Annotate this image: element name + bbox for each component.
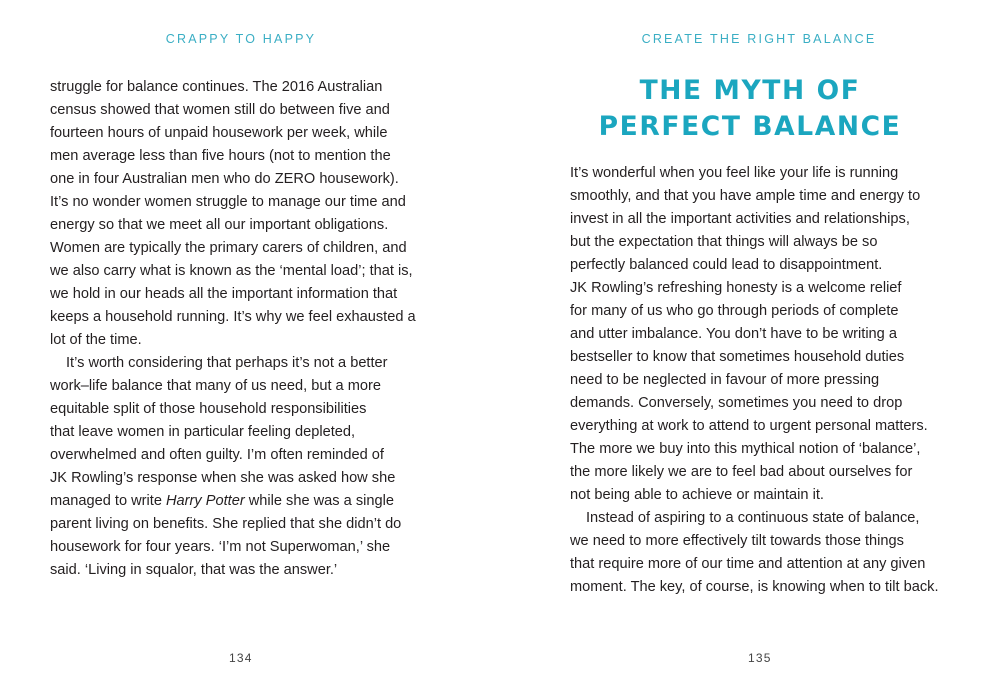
text-line: work–life balance that many of us need, but a more [50, 378, 381, 394]
section-title-line: THE MYTH OF [639, 75, 861, 106]
text-line-with-book-title [50, 490, 440, 513]
text-line: everything at work to attend to urgent personal matters. [570, 418, 928, 434]
text-line: Women are typically the primary carers of children, and [50, 240, 407, 256]
right-running-head: CREATE THE RIGHT BALANCE [641, 32, 877, 46]
text-line: but the expectation that things will always be so [570, 234, 878, 250]
text-line: keeps a household running. It’s why we feel exhausted a [50, 309, 416, 325]
text-line: fourteen hours of unpaid housework per week, while [50, 125, 388, 141]
text-line: we hold in our heads all the important information that [50, 286, 398, 302]
text-line: we need to more effectively tilt towards those things [570, 533, 904, 549]
text-segment: while she was a single [244, 493, 394, 509]
text-line: census showed that women still do between five and [50, 102, 390, 118]
text-line: invest in all the important activities and relationships, [570, 211, 910, 227]
text-segment: managed to write [50, 493, 167, 509]
right-body-text [570, 162, 960, 599]
text-line: we also carry what is known as the ‘mental load’; that is, [50, 263, 413, 279]
left-body-text [50, 76, 440, 582]
text-line: It’s no wonder women struggle to manage our time and [50, 194, 406, 210]
left-page-number: 134 [229, 651, 253, 665]
text-line: housework for four years. ‘I’m not Superwoman,’ she [50, 539, 391, 555]
text-line: energy so that we meet all our important obligations. [50, 217, 389, 233]
text-line: JK Rowling’s response when she was asked how she [50, 470, 396, 486]
text-line: for many of us who go through periods of complete [570, 303, 899, 319]
text-line: that leave women in particular feeling depleted, [50, 424, 356, 440]
text-line: overwhelmed and often guilty. I’m often reminded of [50, 447, 384, 463]
book-title-italic: Harry Potter [166, 493, 245, 509]
right-page [500, 0, 1000, 700]
text-line: lot of the time. [50, 332, 142, 348]
text-line: not being able to achieve or maintain it. [570, 487, 824, 503]
text-line: need to be neglected in favour of more pressing [570, 372, 880, 388]
text-line: the more likely we are to feel bad about ourselves for [570, 464, 913, 480]
text-line: struggle for balance continues. The 2016 Australian [50, 79, 383, 95]
text-line: smoothly, and that you have ample time and energy to [570, 188, 921, 204]
text-line: one in four Australian men who do ZERO housework). [50, 171, 399, 187]
text-line: parent living on benefits. She replied that she didn’t do [50, 516, 402, 532]
section-title [570, 73, 930, 145]
text-line: and utter imbalance. You don’t have to be writing a [570, 326, 897, 342]
text-line: It’s worth considering that perhaps it’s not a better [66, 355, 388, 371]
section-title-line: PERFECT BALANCE [598, 111, 902, 142]
text-line: The more we buy into this mythical notion of ‘balance’, [570, 441, 921, 457]
text-line: that require more of our time and attention at any given [570, 556, 926, 572]
text-line: Instead of aspiring to a continuous state of balance, [586, 510, 920, 526]
text-line: It’s wonderful when you feel like your life is running [570, 165, 899, 181]
text-line: bestseller to know that sometimes household duties [570, 349, 905, 365]
left-running-head: CRAPPY TO HAPPY [165, 32, 317, 46]
text-line: perfectly balanced could lead to disappointment. [570, 257, 883, 273]
text-line: moment. The key, of course, is knowing when to tilt back. [570, 579, 939, 595]
right-page-number: 135 [748, 651, 772, 665]
text-line: men average less than five hours (not to mention the [50, 148, 391, 164]
text-line: said. ‘Living in squalor, that was the answer.’ [50, 562, 338, 578]
text-line: equitable split of those household responsibilities [50, 401, 367, 417]
text-line: JK Rowling’s refreshing honesty is a welcome relief [570, 280, 902, 296]
text-line: demands. Conversely, sometimes you need to drop [570, 395, 903, 411]
